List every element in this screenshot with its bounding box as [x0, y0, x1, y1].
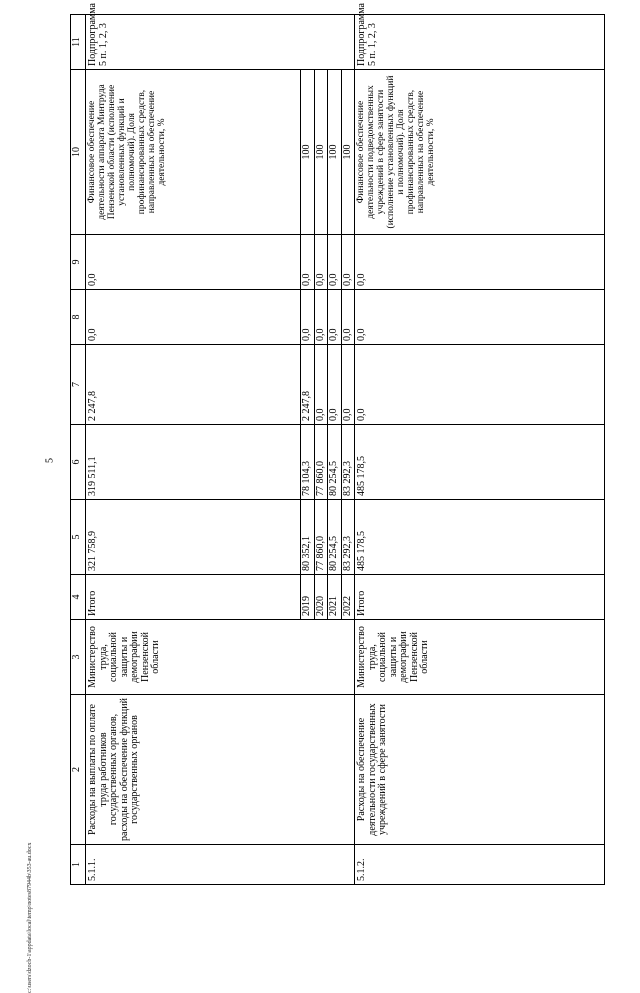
header-cell: 8 — [71, 290, 86, 345]
row-indicator: Финансовое обеспечение деятельности аппарата Минтруда Пензенской области (исполнение установленных функций и полномочий). Доля профинансированных средств, направленных на обеспечение деятельности, % — [86, 70, 301, 235]
row-name: Расходы на обеспечение деятельности государственных учреждений в сфере занятости — [355, 695, 605, 845]
cell-regional: 80 254,5 — [328, 425, 342, 500]
cell-total: 321 758,9 — [86, 500, 301, 575]
cell-other: 0,0 — [328, 235, 342, 290]
indicator-value: 100 — [328, 70, 342, 235]
cell-total: 83 292,3 — [341, 500, 355, 575]
cell-total: 77 860,0 — [314, 500, 328, 575]
row-number: 5.1.1. — [86, 845, 355, 885]
cell-other: 0,0 — [341, 235, 355, 290]
cell-total: 80 352,1 — [301, 500, 315, 575]
cell-municipal: 0,0 — [341, 290, 355, 345]
footer-file-path: c:\users\dzocb-1\appdata\local\temp\notes87944b\353-au.docx — [27, 842, 33, 993]
row-executor: Министерство труда, социальной защиты и демографии Пензенской области — [355, 620, 605, 695]
cell-federal: 0,0 — [341, 345, 355, 425]
header-row — [71, 15, 86, 885]
header-cell: 1 — [71, 845, 86, 885]
header-cell: 9 — [71, 235, 86, 290]
cell-federal: 0,0 — [314, 345, 328, 425]
row-executor: Министерство труда, социальной защиты и демографии Пензенской области — [86, 620, 355, 695]
header-cell: 10 — [71, 70, 86, 235]
table-sheet — [70, 3, 610, 885]
row-link: Подпрограмма 5 п. 1, 2, 3 — [86, 15, 355, 70]
cell-total: 485 178,5 — [355, 500, 605, 575]
cell-municipal: 0,0 — [86, 290, 301, 345]
row-name: Расходы на выплаты по оплате труда работников государственных органов, расходы на обеспечение функций государственных органов — [86, 695, 355, 845]
table-row — [355, 15, 605, 885]
program-table — [70, 3, 605, 885]
header-cell: 7 — [71, 345, 86, 425]
cell-municipal: 0,0 — [355, 290, 605, 345]
period-total: Итого — [86, 575, 301, 620]
header-cell: 2 — [71, 695, 86, 845]
header-cell: 5 — [71, 500, 86, 575]
cell-other: 0,0 — [86, 235, 301, 290]
cell-federal: 2 247,8 — [301, 345, 315, 425]
cell-regional: 83 292,3 — [341, 425, 355, 500]
period-total: Итого — [355, 575, 605, 620]
cell-other: 0,0 — [314, 235, 328, 290]
header-cell: 6 — [71, 425, 86, 500]
year: 2021 — [328, 575, 342, 620]
row-indicator: Финансовое обеспечение деятельности подведомственных учреждений в сфере занятости (исполнение установленных функций и полномочий). Доля профинансированных средств, направленных на обеспечение деятельности, % — [355, 70, 605, 235]
year: 2020 — [314, 575, 328, 620]
cell-municipal: 0,0 — [301, 290, 315, 345]
cell-federal: 2 247,8 — [86, 345, 301, 425]
indicator-value: 100 — [301, 70, 315, 235]
cell-regional: 319 511,1 — [86, 425, 301, 500]
page-number: 5 — [44, 458, 56, 463]
indicator-value: 100 — [314, 70, 328, 235]
cell-regional: 485 178,5 — [355, 425, 605, 500]
rotated-page — [70, 3, 610, 885]
header-cell: 11 — [71, 15, 86, 70]
cell-regional: 78 104,3 — [301, 425, 315, 500]
year: 2019 — [301, 575, 315, 620]
cell-municipal: 0,0 — [314, 290, 328, 345]
row-link: Подпрограмма 5 п. 1, 2, 3 — [355, 15, 605, 70]
header-cell: 4 — [71, 575, 86, 620]
cell-total: 80 254,5 — [328, 500, 342, 575]
cell-federal: 0,0 — [355, 345, 605, 425]
cell-federal: 0,0 — [328, 345, 342, 425]
cell-other: 0,0 — [355, 235, 605, 290]
year: 2022 — [341, 575, 355, 620]
indicator-value: 100 — [341, 70, 355, 235]
table-row — [86, 15, 301, 885]
header-cell: 3 — [71, 620, 86, 695]
cell-regional: 77 860,0 — [314, 425, 328, 500]
cell-other: 0,0 — [301, 235, 315, 290]
row-number: 5.1.2. — [355, 845, 605, 885]
cell-municipal: 0,0 — [328, 290, 342, 345]
